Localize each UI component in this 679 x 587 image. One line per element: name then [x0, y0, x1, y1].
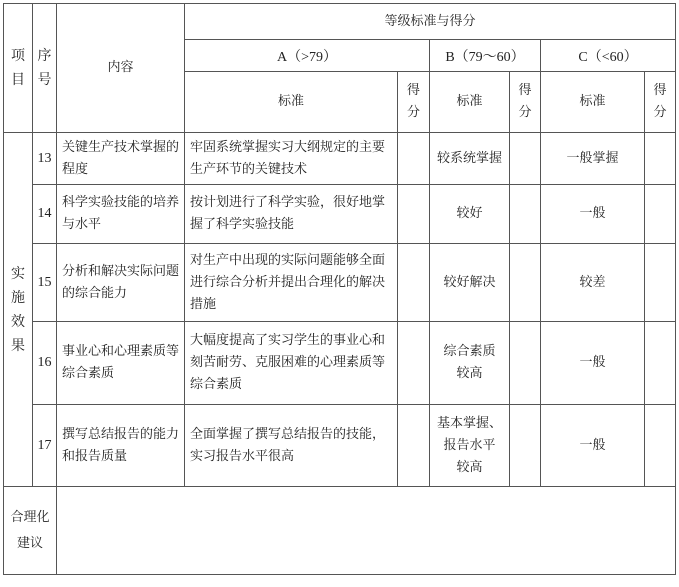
- grade-group-header: 等级标准与得分: [185, 4, 676, 40]
- a-standard-header: 标准: [185, 72, 398, 133]
- row-content: 科学实验技能的培养与水平: [57, 185, 185, 244]
- row-b-line: 报告水平: [443, 437, 496, 453]
- row-c-standard: 较差: [541, 244, 645, 322]
- suggestion-row: [4, 487, 676, 575]
- row-content: 撰写总结报告的能力和报告质量: [57, 405, 185, 487]
- a-score-header-char-2: 分: [406, 105, 420, 120]
- suggestion-label: [4, 487, 57, 575]
- row-c-standard: 一般: [541, 405, 645, 487]
- row-c-standard: 一般掌握: [541, 133, 645, 185]
- evaluation-table: [3, 3, 676, 575]
- row-a-standard: 牢固系统掌握实习大纲规定的主要生产环节的关键技术: [185, 133, 398, 185]
- c-standard-header: 标准: [541, 72, 645, 133]
- section-title-char-4: 果: [11, 337, 25, 354]
- a-score-header-char-1: 得: [406, 83, 420, 98]
- suggestion-label-line-1: 合理化: [10, 509, 50, 525]
- row-b-score: [510, 405, 541, 487]
- row-a-standard: 全面掌握了撰写总结报告的技能，实习报告水平很高: [185, 405, 398, 487]
- suggestion-label-line-2: 建议: [16, 535, 43, 551]
- row-c-score: [645, 405, 676, 487]
- grade-c-header: C（<60）: [541, 40, 676, 72]
- row-a-standard: 对生产中出现的实际问题能够全面进行综合分析并提出合理化的解决措施: [185, 244, 398, 322]
- row-b-line: 较高: [456, 366, 483, 381]
- section-title-char-1: 实: [11, 265, 25, 282]
- section-title: [4, 133, 33, 487]
- row-seq: 15: [33, 244, 57, 322]
- row-seq: 17: [33, 405, 57, 487]
- row-b-line: 较高: [456, 459, 483, 475]
- seq-header: [33, 4, 57, 133]
- row-c-score: [645, 133, 676, 185]
- row-a-score: [398, 322, 430, 405]
- row-b-line: 较系统掌握: [436, 150, 502, 166]
- table-row: [4, 244, 676, 322]
- seq-header-char-1: 序: [37, 48, 52, 64]
- b-standard-header: 标准: [430, 72, 510, 133]
- row-content: 事业心和心理素质等综合素质: [57, 322, 185, 405]
- row-b-standard: [430, 133, 510, 185]
- row-c-score: [645, 185, 676, 244]
- row-b-line: 较好解决: [443, 274, 496, 290]
- project-header-char-2: 目: [11, 72, 25, 88]
- row-content: 关键生产技术掌握的程度: [57, 133, 185, 185]
- b-score-header-char-2: 分: [518, 105, 532, 120]
- row-b-standard: [430, 405, 510, 487]
- c-score-header-char-1: 得: [653, 83, 667, 98]
- row-c-score: [645, 322, 676, 405]
- row-b-line: 综合素质: [443, 344, 496, 359]
- seq-header-char-2: 号: [37, 72, 52, 88]
- row-a-standard: 大幅度提高了实习学生的事业心和刻苦耐劳、克服困难的心理素质等综合素质: [185, 322, 398, 405]
- section-title-char-3: 效: [11, 313, 25, 330]
- row-a-standard: 按计划进行了科学实验，很好地掌握了科学实验技能: [185, 185, 398, 244]
- b-score-header-char-1: 得: [518, 83, 532, 98]
- table-row: [4, 133, 676, 185]
- project-header: [4, 4, 33, 133]
- table-row: [4, 405, 676, 487]
- row-seq: 16: [33, 322, 57, 405]
- row-seq: 13: [33, 133, 57, 185]
- row-a-score: [398, 133, 430, 185]
- table-row: [4, 185, 676, 244]
- row-a-score: [398, 405, 430, 487]
- c-score-header: [645, 72, 676, 133]
- suggestion-content: [57, 487, 676, 575]
- row-b-standard: [430, 244, 510, 322]
- row-b-score: [510, 322, 541, 405]
- project-header-char-1: 项: [11, 48, 25, 64]
- row-seq: 14: [33, 185, 57, 244]
- row-b-standard: [430, 185, 510, 244]
- row-c-standard: 一般: [541, 185, 645, 244]
- grade-a-header: A（>79）: [185, 40, 430, 72]
- row-c-score: [645, 244, 676, 322]
- row-b-line: 较好: [456, 206, 483, 221]
- row-b-score: [510, 133, 541, 185]
- section-title-char-2: 施: [11, 289, 25, 306]
- a-score-header: [398, 72, 430, 133]
- content-header: 内容: [57, 4, 185, 133]
- row-b-score: [510, 244, 541, 322]
- c-score-header-char-2: 分: [653, 105, 667, 120]
- row-a-score: [398, 244, 430, 322]
- row-b-score: [510, 185, 541, 244]
- grade-b-header: B（79～60）: [430, 40, 541, 72]
- row-b-standard: [430, 322, 510, 405]
- row-c-standard: 一般: [541, 322, 645, 405]
- b-score-header: [510, 72, 541, 133]
- row-b-line: 基本掌握、: [436, 415, 502, 431]
- row-a-score: [398, 185, 430, 244]
- table-row: [4, 322, 676, 405]
- row-content: 分析和解决实际问题的综合能力: [57, 244, 185, 322]
